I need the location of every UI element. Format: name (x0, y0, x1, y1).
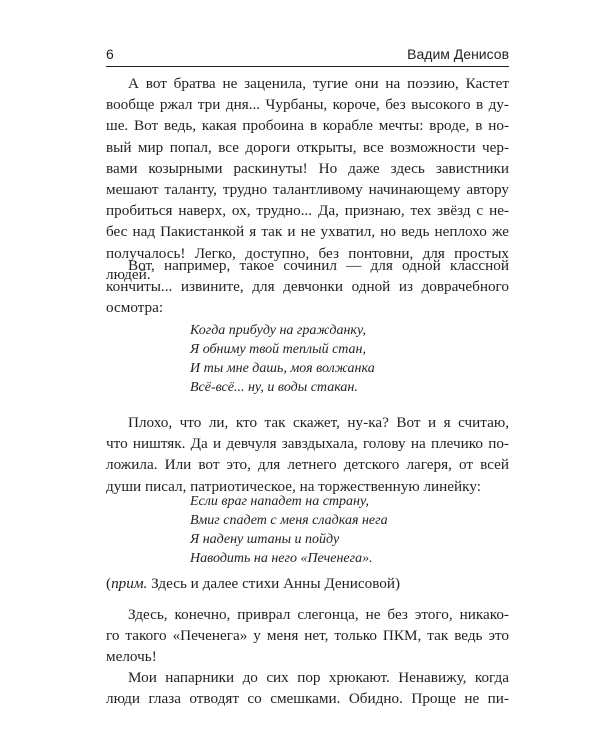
paragraph-2 (106, 255, 509, 319)
note-abbreviation: прим. (111, 575, 148, 592)
text-line: бес над Пакистанкой я так и не ухватил, но ведь неплохо же (106, 223, 509, 241)
running-header (106, 44, 509, 67)
text-line: души писал, патриотическое, на торжественную линейку: (106, 477, 481, 495)
paragraph-5 (106, 667, 509, 709)
text-line: ложила. Или вот это, для летнего детского лагеря, от всей (106, 456, 509, 474)
text-line: получалось! Легко, доступно, без понтовни, для простых (106, 244, 509, 262)
text-line: Здесь, конечно, приврал слегонца, не без этого, никако- (128, 606, 509, 623)
note-open-paren: ( (106, 575, 112, 592)
text-line: ше. Вот ведь, какая пробоина в корабле мечты: вроде, в но- (106, 117, 509, 135)
text-line: осмотра: (106, 299, 164, 317)
running-title: Вадим Денисов (407, 46, 509, 62)
poem-line: Я надену штаны и пойду (190, 532, 340, 547)
text-line: люди глаза отводят со смешками. Обидно. Проще не пи- (106, 690, 509, 708)
page-number: 6 (106, 46, 114, 62)
text-line: вообще ржал три дня... Чурбаны, короче, без высокого в ду- (106, 96, 509, 114)
text-line: мешают таланту, трудно талантливому начинающему автору (106, 180, 509, 198)
text-line: что ништяк. Да и девчуля завздыхала, голову на плечико по- (106, 435, 509, 453)
text-line: А вот братва не заценила, тугие они на поэзию, Кастет (128, 75, 509, 92)
poem-line: Я обниму твой теплый стан, (190, 342, 367, 357)
note-text: Здесь и далее стихи Анны Денисовой) (147, 575, 401, 592)
poem-1 (190, 321, 375, 397)
poem-line: Всё-всё... ну, и воды стакан. (190, 380, 358, 395)
footnote-remark (106, 573, 509, 594)
text-line: людей. (106, 265, 151, 283)
poem-2 (190, 492, 388, 568)
text-line: кончиты... извините, для девчонки одной из доврачебного (106, 278, 509, 296)
poem-line: И ты мне дашь, моя волжанка (190, 361, 375, 376)
text-line: вый мир попал, все дороги открыты, все возможности чер- (106, 138, 509, 156)
poem-line: Когда прибуду на гражданку, (190, 323, 366, 338)
paragraph-1 (106, 73, 509, 285)
paragraph-3 (106, 412, 509, 497)
text-line: Плохо, что ли, кто так скажет, ну-ка? Вот и я считаю, (128, 414, 509, 431)
text-line: мелочь! (106, 648, 157, 666)
text-line: Мои напарники до сих пор хрюкают. Ненавижу, когда (128, 669, 509, 686)
text-line: пробиться наверх, ох, трудно... Да, признаю, тех звёзд с не- (106, 202, 509, 220)
text-line: вами козырными раскинуты! Но даже здесь завистники (106, 159, 509, 177)
paragraph-4 (106, 604, 509, 668)
poem-line: Наводить на него «Печенега». (190, 551, 373, 566)
poem-line: Если враг нападет на страну, (190, 494, 369, 509)
text-line: го такого «Печенега» у меня нет, только ПКМ, так ведь это (106, 627, 509, 645)
text-line: Вот, например, такое сочинил — для одной классной (128, 257, 509, 274)
poem-line: Вмиг спадет с меня сладкая нега (190, 513, 388, 528)
